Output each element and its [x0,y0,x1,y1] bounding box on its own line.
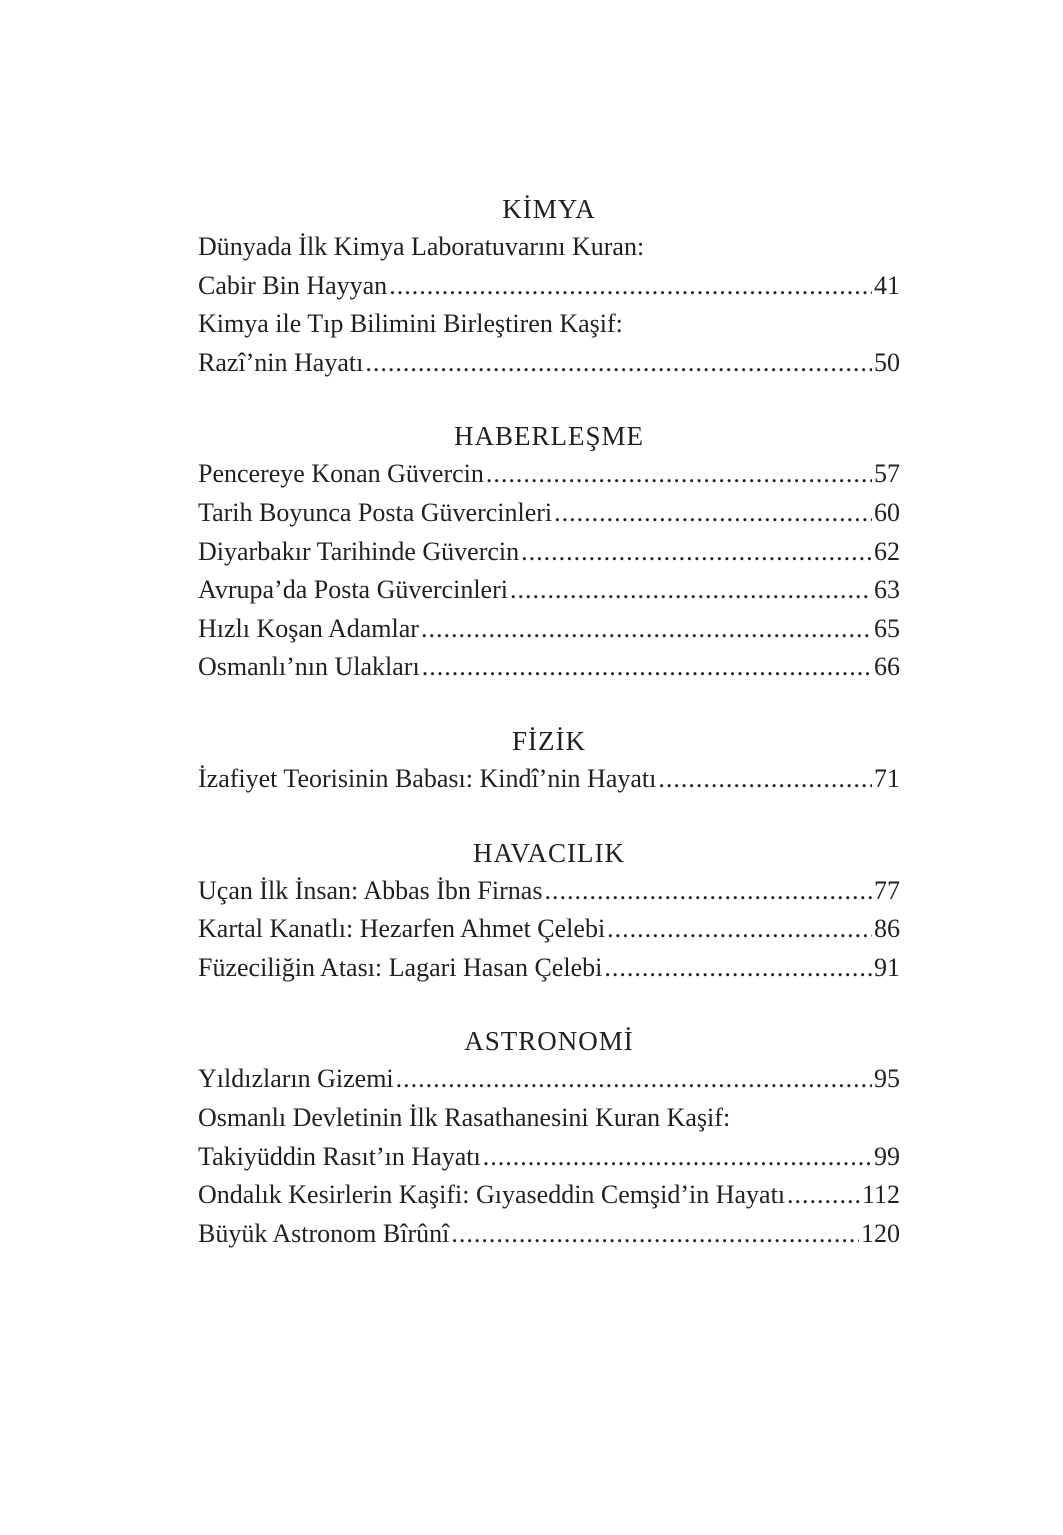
section-heading: KİMYA [502,194,596,224]
page-number: 71 [874,763,900,793]
section-heading: HAVACILIK [472,837,625,868]
dot-leader [658,760,872,799]
page-number: 60 [874,497,900,527]
toc-entry-title: Hızlı Koşan Adamlar [198,613,419,643]
toc-entry-title: Füzeciliğin Atası: Lagari Hasan Çelebi [198,952,603,982]
toc-entry-title: Ondalık Kesirlerin Kaşifi: Gıyaseddin Cemşid’in Hayatı [198,1180,786,1210]
page-number: 62 [874,536,900,566]
dot-leader [521,533,872,572]
page-number: 50 [874,347,900,377]
dot-leader [396,1060,872,1099]
toc-entry [198,1138,900,1177]
toc-entry-title: Kartal Kanatlı: Hezarfen Ahmet Çelebi [198,914,606,944]
toc-entry [198,1176,900,1215]
dot-leader [421,610,872,649]
toc-entry-title: Yıldızların Gizemi [198,1064,394,1094]
toc-entry-title: Diyarbakır Tarihinde Güvercin [198,536,520,566]
toc-entry-title: Büyük Astronom Bîrûnî [198,1218,450,1248]
page-number: 112 [861,1180,900,1210]
toc-entry-title: Takiyüddin Rasıt’ın Hayatı [198,1141,481,1171]
toc-entry [198,533,900,572]
toc-entry [198,571,900,610]
page-number: 63 [874,575,900,605]
table-of-contents [198,190,900,1288]
toc-entry-title: Avrupa’da Posta Güvercinleri [198,575,508,605]
toc-entry [198,1060,900,1099]
dot-leader [544,872,872,911]
page-number: 77 [874,875,900,905]
toc-section [198,834,900,988]
toc-entry-title-line: Kimya ile Tıp Bilimini Birleştiren Kaşif: [198,309,623,339]
section-heading: ASTRONOMİ [464,1026,634,1057]
toc-entry [198,910,900,949]
page-number: 57 [874,459,900,489]
toc-entry-title-line: Dünyada İlk Kimya Laboratuvarını Kuran: [198,232,645,261]
toc-entry [198,872,900,911]
dot-leader [607,910,872,949]
page-number: 91 [874,952,900,982]
page-number: 41 [874,270,900,300]
dot-leader [422,648,872,687]
section-heading: FİZİK [512,725,586,756]
toc-entry-title: Uçan İlk İnsan: Abbas İbn Firnas [198,875,543,905]
toc-entry [198,1215,900,1254]
toc-entry [198,344,900,383]
page-number: 86 [874,914,900,944]
toc-entry [198,610,900,649]
toc-entry [198,760,900,799]
toc-entry-title: Pencereye Konan Güvercin [198,459,484,489]
toc-entry [198,648,900,687]
dot-leader [365,344,872,383]
toc-entry-title: Cabir Bin Hayyan [198,270,388,300]
page-number: 95 [874,1064,900,1094]
toc-section [198,722,900,799]
dot-leader [483,1138,872,1177]
dot-leader [486,455,872,494]
dot-leader [510,571,872,610]
toc-section [198,1022,900,1253]
page-number: 99 [874,1141,900,1171]
toc-entry-title: Razî’nin Hayatı [198,347,364,377]
toc-entry-title: Osmanlı’nın Ulakları [198,652,420,682]
page-number: 66 [874,652,900,682]
dot-leader [604,949,872,988]
toc-entry [198,267,900,306]
dot-leader [451,1215,859,1254]
page-number: 120 [861,1218,900,1248]
toc-entry [198,949,900,988]
toc-entry-title: İzafiyet Teorisinin Babası: Kindî’nin Hayatı [198,763,657,793]
toc-section [198,417,900,687]
page-number: 65 [874,613,900,643]
dot-leader [389,267,872,306]
toc-entry [198,494,900,533]
toc-entry-title-line: Osmanlı Devletinin İlk Rasathanesini Kuran Kaşif: [198,1102,731,1132]
dot-leader [554,494,872,533]
toc-entry [198,455,900,494]
dot-leader [787,1176,860,1215]
section-heading: HABERLEŞME [453,421,644,452]
toc-entry-title: Tarih Boyunca Posta Güvercinleri [198,497,553,527]
toc-section [198,190,900,382]
